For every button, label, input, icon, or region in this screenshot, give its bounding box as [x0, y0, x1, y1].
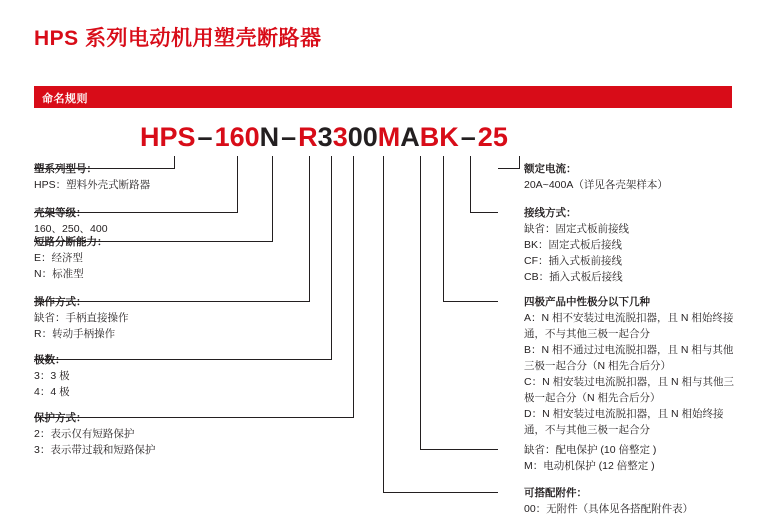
leader-line-wiring-horizontal	[470, 212, 498, 213]
note-operation-line-2: R：转动手柄操作	[34, 328, 116, 340]
note-poles-line-1: 3：3 极	[34, 370, 70, 382]
leader-line-protection-vertical	[353, 156, 354, 418]
code-segment-dash-1: –	[197, 122, 213, 152]
note-wiring-line-4: CB：插入式板后接线	[524, 271, 623, 283]
note-accessory	[524, 485, 693, 517]
note-breaking-line-2: N：标准型	[34, 268, 84, 280]
note-operation-line-1: 缺省：手柄直接操作	[34, 312, 129, 324]
note-motor-line-2: M：电动机保护 (12 倍整定 )	[524, 460, 655, 472]
note-series-title: 塑系列型号：	[34, 163, 97, 175]
note-wiring	[524, 205, 629, 285]
code-segment-motor: M	[377, 122, 401, 152]
code-segment-operation: R	[298, 122, 318, 152]
leader-line-motor-horizontal	[420, 449, 498, 450]
note-current-title: 额定电流：	[524, 163, 577, 175]
note-current	[524, 161, 668, 193]
model-code	[140, 122, 508, 156]
note-protection-line-1: 2：表示仅有短路保护	[34, 428, 135, 440]
note-protection	[34, 410, 155, 458]
note-accessory-title: 可搭配附件：	[524, 487, 587, 499]
leader-line-poles-vertical	[331, 156, 332, 360]
leader-line-operation-vertical	[309, 156, 310, 302]
code-segment-series: HPS	[140, 122, 196, 152]
note-wiring-line-1: 缺省：固定式板前接线	[524, 223, 629, 235]
note-accessory-line-1: 00：无附件（具体见各搭配附件表）	[524, 503, 694, 515]
note-motor	[524, 442, 656, 474]
note-frame-title: 壳架等级：	[34, 207, 87, 219]
section-bar	[34, 86, 732, 108]
leader-line-wiring-vertical	[470, 156, 471, 213]
note-breaking-line-1: E：经济型	[34, 252, 84, 264]
note-breaking	[34, 234, 108, 282]
code-segment-current: 25	[477, 122, 508, 152]
note-breaking-title: 短路分断能力：	[34, 236, 108, 248]
note-neutral-line-4: D：N 相安装过电流脱扣器，且 N 相始终接通，不与其他三极一起合分	[524, 408, 724, 436]
leader-line-motor-vertical	[420, 156, 421, 450]
leader-line-poles-horizontal	[34, 359, 332, 360]
leader-line-neutral-vertical	[443, 156, 444, 302]
code-segment-breaking: N	[259, 122, 280, 152]
note-protection-line-2: 3：表示带过载和短路保护	[34, 444, 156, 456]
note-current-line-1: 20A~400A（详见各壳架样本）	[524, 179, 668, 191]
note-wiring-title: 接线方式：	[524, 207, 577, 219]
note-operation-title: 操作方式：	[34, 296, 87, 308]
leader-line-accessory-horizontal	[383, 492, 498, 493]
note-frame-line-1: 160、250、400	[34, 223, 108, 235]
code-segment-neutral: A	[400, 122, 420, 152]
note-frame	[34, 205, 108, 237]
code-segment-accessory: 00	[347, 122, 378, 152]
code-segment-wiring: BK	[419, 122, 459, 152]
code-segment-poles: 3	[317, 122, 333, 152]
note-series	[34, 161, 150, 193]
note-poles-title: 极数：	[34, 354, 66, 366]
code-segment-protection: 3	[332, 122, 348, 152]
note-protection-title: 保护方式：	[34, 412, 87, 424]
note-poles	[34, 352, 70, 400]
note-motor-line-1: 缺省：配电保护 (10 倍整定 )	[524, 444, 657, 456]
leader-line-frame-vertical	[237, 156, 238, 213]
note-poles-line-2: 4：4 极	[34, 386, 70, 398]
note-neutral-line-3: C：N 相安装过电流脱扣器，且 N 相与其他三极一起合分（N 相先合后分）	[524, 376, 734, 404]
code-segment-dash-2: –	[281, 122, 297, 152]
note-wiring-line-3: CF：插入式板前接线	[524, 255, 622, 267]
code-segment-dash-3: –	[460, 122, 476, 152]
note-wiring-line-2: BK：固定式板后接线	[524, 239, 623, 251]
leader-line-accessory-vertical	[383, 156, 384, 493]
page-title: HPS 系列电动机用塑壳断路器	[34, 27, 322, 50]
note-neutral	[524, 294, 736, 438]
leader-line-neutral-horizontal	[443, 301, 498, 302]
note-neutral-title: 四极产品中性极分以下几种	[524, 296, 650, 308]
section-bar-label: 命名规则	[42, 93, 88, 105]
code-segment-frame: 160	[214, 122, 260, 152]
note-operation	[34, 294, 129, 342]
leader-line-breaking-vertical	[272, 156, 273, 242]
leader-line-current-horizontal	[498, 168, 520, 169]
note-neutral-line-1: A：N 相不安装过电流脱扣器，且 N 相始终接通，不与其他三极一起合分	[524, 312, 734, 340]
note-neutral-line-2: B：N 相不通过过电流脱扣器，且 N 相与其他三极一起合分（N 相先合后分）	[524, 344, 734, 372]
note-series-line-1: HPS：塑料外壳式断路器	[34, 179, 151, 191]
